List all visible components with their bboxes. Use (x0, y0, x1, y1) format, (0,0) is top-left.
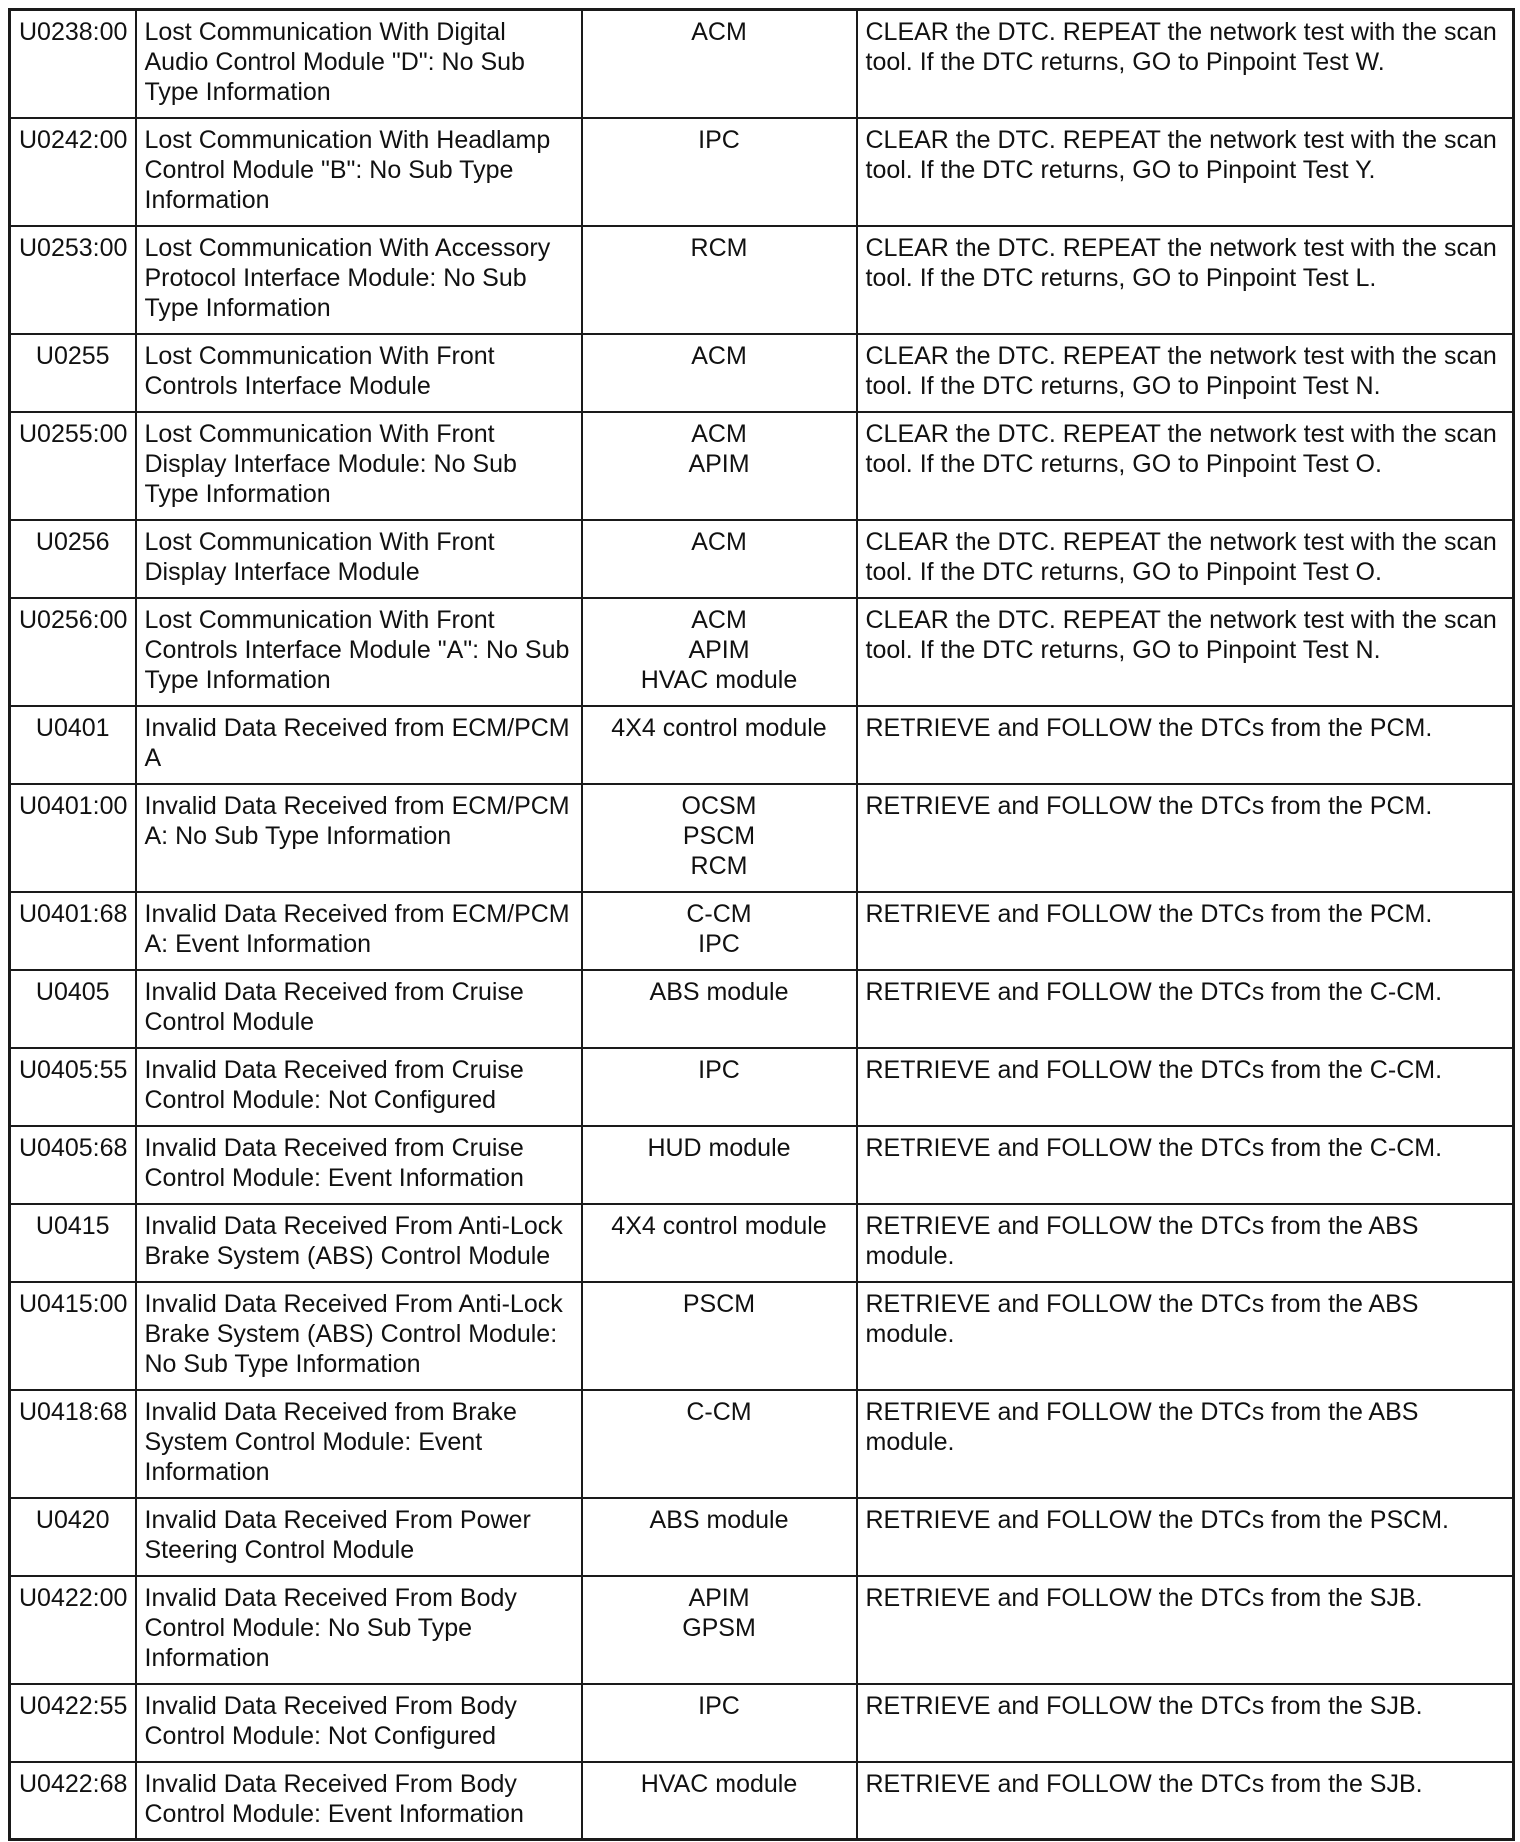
table-row (10, 784, 1514, 892)
dtc-action-cell: RETRIEVE and FOLLOW the DTCs from the PCM. (857, 706, 1514, 784)
dtc-code-cell: U0255:00 (10, 412, 136, 520)
table-row (10, 412, 1514, 520)
dtc-code-cell: U0415 (10, 1204, 136, 1282)
dtc-description-cell: Invalid Data Received From Body Control Module: No Sub Type Information (136, 1576, 582, 1684)
dtc-action-cell: CLEAR the DTC. REPEAT the network test with the scan tool. If the DTC returns, GO to Pinpoint Test L. (857, 226, 1514, 334)
module-name: APIM (688, 1583, 750, 1612)
dtc-modules-cell (582, 1576, 857, 1684)
module-name: IPC (698, 125, 740, 154)
dtc-modules-cell (582, 10, 857, 118)
dtc-modules-cell (582, 1282, 857, 1390)
dtc-modules-cell (582, 334, 857, 412)
module-name: PSCM (682, 821, 756, 850)
table-row (10, 520, 1514, 598)
module-name: OCSM (681, 791, 757, 820)
table-row (10, 1048, 1514, 1126)
dtc-action-cell: RETRIEVE and FOLLOW the DTCs from the ABS module. (857, 1282, 1514, 1390)
dtc-description-cell: Invalid Data Received From Power Steering Control Module (136, 1498, 582, 1576)
dtc-action-cell: CLEAR the DTC. REPEAT the network test with the scan tool. If the DTC returns, GO to Pinpoint Test N. (857, 334, 1514, 412)
dtc-action-cell: RETRIEVE and FOLLOW the DTCs from the PSCM. (857, 1498, 1514, 1576)
dtc-modules-cell (582, 1048, 857, 1126)
module-name: IPC (698, 929, 740, 958)
table-row (10, 1576, 1514, 1684)
dtc-action-cell: RETRIEVE and FOLLOW the DTCs from the C-CM. (857, 970, 1514, 1048)
dtc-description-cell: Lost Communication With Accessory Protocol Interface Module: No Sub Type Information (136, 226, 582, 334)
dtc-code-cell: U0420 (10, 1498, 136, 1576)
dtc-action-cell: CLEAR the DTC. REPEAT the network test with the scan tool. If the DTC returns, GO to Pinpoint Test O. (857, 412, 1514, 520)
dtc-action-cell: CLEAR the DTC. REPEAT the network test with the scan tool. If the DTC returns, GO to Pinpoint Test W. (857, 10, 1514, 118)
table-row (10, 226, 1514, 334)
dtc-action-cell: RETRIEVE and FOLLOW the DTCs from the ABS module. (857, 1390, 1514, 1498)
dtc-code-cell: U0418:68 (10, 1390, 136, 1498)
table-row (10, 1684, 1514, 1762)
dtc-action-cell: RETRIEVE and FOLLOW the DTCs from the C-CM. (857, 1126, 1514, 1204)
module-name: PSCM (682, 1289, 756, 1318)
module-name: GPSM (682, 1613, 756, 1642)
dtc-modules-cell (582, 598, 857, 706)
dtc-description-cell: Lost Communication With Front Display Interface Module (136, 520, 582, 598)
dtc-code-cell: U0401:68 (10, 892, 136, 970)
module-name: ABS module (649, 977, 789, 1006)
dtc-code-cell: U0238:00 (10, 10, 136, 118)
table-row (10, 598, 1514, 706)
dtc-action-cell: CLEAR the DTC. REPEAT the network test with the scan tool. If the DTC returns, GO to Pinpoint Test O. (857, 520, 1514, 598)
dtc-description-cell: Invalid Data Received From Anti-Lock Brake System (ABS) Control Module (136, 1204, 582, 1282)
module-name: HUD module (647, 1133, 791, 1162)
dtc-description-cell: Invalid Data Received from ECM/PCM A: No Sub Type Information (136, 784, 582, 892)
module-name: APIM (688, 635, 750, 664)
dtc-code-cell: U0401:00 (10, 784, 136, 892)
table-row (10, 706, 1514, 784)
dtc-modules-cell (582, 520, 857, 598)
dtc-modules-cell (582, 970, 857, 1048)
module-name: 4X4 control module (611, 713, 827, 742)
dtc-description-cell: Invalid Data Received from Cruise Control Module (136, 970, 582, 1048)
dtc-modules-cell (582, 784, 857, 892)
dtc-action-cell: RETRIEVE and FOLLOW the DTCs from the PCM. (857, 784, 1514, 892)
dtc-code-cell: U0422:55 (10, 1684, 136, 1762)
table-row (10, 1204, 1514, 1282)
dtc-modules-cell (582, 1126, 857, 1204)
dtc-description-cell: Invalid Data Received From Body Control Module: Event Information (136, 1762, 582, 1840)
dtc-description-cell: Invalid Data Received from Brake System Control Module: Event Information (136, 1390, 582, 1498)
table-row (10, 892, 1514, 970)
table-row (10, 10, 1514, 118)
table-row (10, 118, 1514, 226)
dtc-action-cell: RETRIEVE and FOLLOW the DTCs from the SJB. (857, 1762, 1514, 1840)
module-name: ABS module (649, 1505, 789, 1534)
module-name: IPC (698, 1055, 740, 1084)
dtc-action-cell: RETRIEVE and FOLLOW the DTCs from the PCM. (857, 892, 1514, 970)
dtc-table-page (8, 8, 1512, 1841)
dtc-code-cell: U0401 (10, 706, 136, 784)
module-name: ACM (691, 605, 747, 634)
table-row (10, 1282, 1514, 1390)
module-name: ACM (691, 18, 747, 46)
dtc-action-cell: RETRIEVE and FOLLOW the DTCs from the SJB. (857, 1576, 1514, 1684)
dtc-code-cell: U0422:68 (10, 1762, 136, 1840)
dtc-code-cell: U0242:00 (10, 118, 136, 226)
dtc-code-cell: U0405:68 (10, 1126, 136, 1204)
dtc-action-cell: CLEAR the DTC. REPEAT the network test with the scan tool. If the DTC returns, GO to Pinpoint Test Y. (857, 118, 1514, 226)
dtc-modules-cell (582, 226, 857, 334)
dtc-description-cell: Invalid Data Received from Cruise Control Module: Not Configured (136, 1048, 582, 1126)
dtc-description-cell: Invalid Data Received From Anti-Lock Brake System (ABS) Control Module: No Sub Type Information (136, 1282, 582, 1390)
module-name: IPC (698, 1691, 740, 1720)
dtc-description-cell: Lost Communication With Front Controls Interface Module (136, 334, 582, 412)
dtc-modules-cell (582, 1204, 857, 1282)
module-name: HVAC module (640, 665, 798, 694)
module-name: RCM (690, 233, 748, 262)
dtc-description-cell: Invalid Data Received From Body Control Module: Not Configured (136, 1684, 582, 1762)
module-name: 4X4 control module (611, 1211, 827, 1240)
table-row (10, 1498, 1514, 1576)
dtc-code-cell: U0255 (10, 334, 136, 412)
dtc-description-cell: Invalid Data Received from ECM/PCM A: Event Information (136, 892, 582, 970)
module-name: HVAC module (640, 1769, 798, 1798)
table-row (10, 1126, 1514, 1204)
dtc-action-cell: CLEAR the DTC. REPEAT the network test with the scan tool. If the DTC returns, GO to Pinpoint Test N. (857, 598, 1514, 706)
dtc-action-cell: RETRIEVE and FOLLOW the DTCs from the ABS module. (857, 1204, 1514, 1282)
dtc-description-cell: Lost Communication With Headlamp Control Module "B": No Sub Type Information (136, 118, 582, 226)
dtc-code-cell: U0422:00 (10, 1576, 136, 1684)
table-row (10, 1762, 1514, 1840)
dtc-description-cell: Invalid Data Received from ECM/PCM A (136, 706, 582, 784)
dtc-description-cell: Lost Communication With Front Display Interface Module: No Sub Type Information (136, 412, 582, 520)
dtc-code-cell: U0256:00 (10, 598, 136, 706)
dtc-modules-cell (582, 412, 857, 520)
dtc-modules-cell (582, 1762, 857, 1840)
table-row (10, 970, 1514, 1048)
dtc-description-cell: Lost Communication With Digital Audio Control Module "D": No Sub Type Information (136, 10, 582, 118)
dtc-code-cell: U0256 (10, 520, 136, 598)
dtc-modules-cell (582, 118, 857, 226)
module-name: C-CM (686, 1397, 752, 1426)
dtc-modules-cell (582, 1498, 857, 1576)
module-name: C-CM (686, 899, 752, 928)
table-row (10, 334, 1514, 412)
dtc-description-cell: Invalid Data Received from Cruise Control Module: Event Information (136, 1126, 582, 1204)
dtc-table (8, 8, 1515, 1841)
dtc-description-cell: Lost Communication With Front Controls Interface Module "A": No Sub Type Information (136, 598, 582, 706)
dtc-action-cell: RETRIEVE and FOLLOW the DTCs from the C-CM. (857, 1048, 1514, 1126)
dtc-modules-cell (582, 1390, 857, 1498)
dtc-modules-cell (582, 1684, 857, 1762)
dtc-action-cell: RETRIEVE and FOLLOW the DTCs from the SJB. (857, 1684, 1514, 1762)
module-name: RCM (690, 851, 748, 880)
dtc-code-cell: U0415:00 (10, 1282, 136, 1390)
module-name: APIM (688, 449, 750, 478)
dtc-modules-cell (582, 706, 857, 784)
module-name: ACM (691, 341, 747, 370)
table-row (10, 1390, 1514, 1498)
dtc-code-cell: U0253:00 (10, 226, 136, 334)
dtc-modules-cell (582, 892, 857, 970)
module-name: ACM (691, 527, 747, 556)
dtc-code-cell: U0405 (10, 970, 136, 1048)
dtc-code-cell: U0405:55 (10, 1048, 136, 1126)
dtc-table-body (10, 10, 1514, 1840)
module-name: ACM (691, 419, 747, 448)
